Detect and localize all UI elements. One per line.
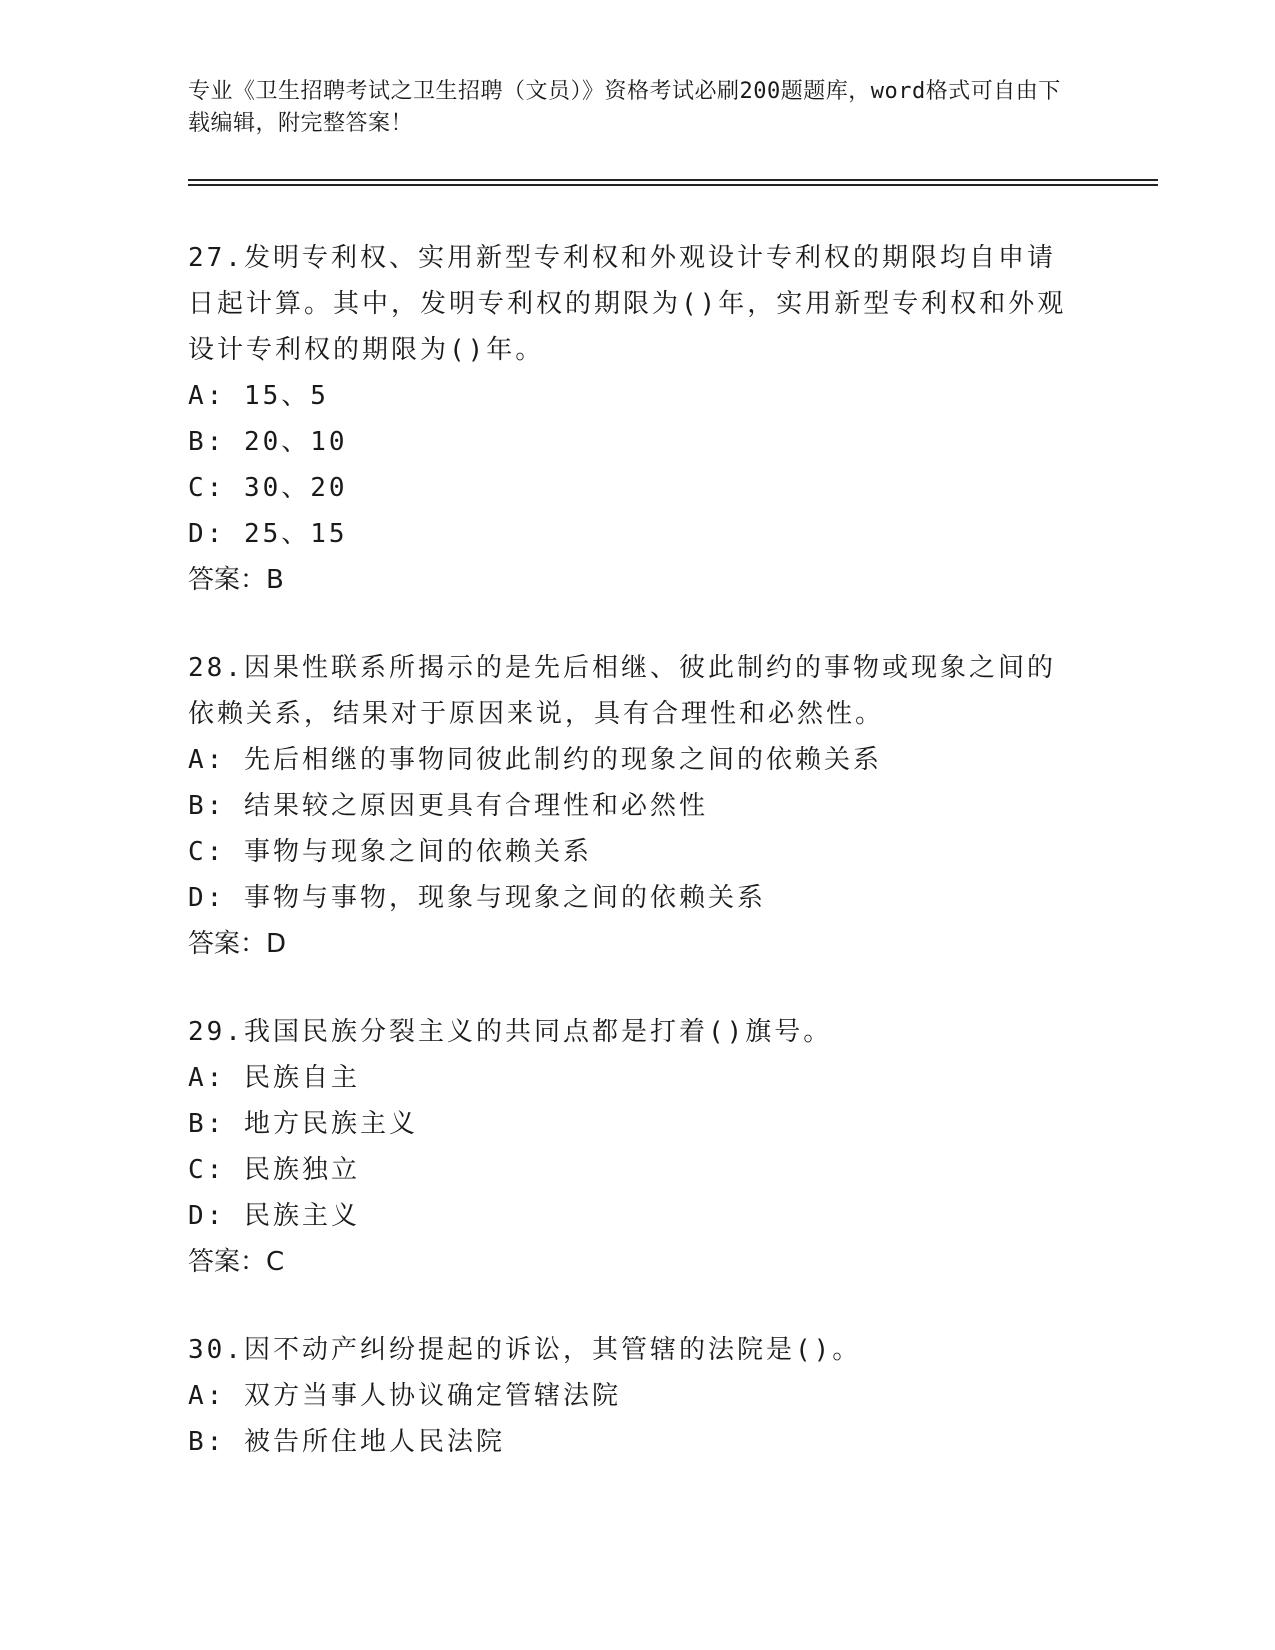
answer-line: 答案：D <box>188 929 287 959</box>
question-28 <box>188 645 1088 967</box>
question-29 <box>188 1009 1088 1285</box>
option-b <box>188 419 1088 465</box>
option-letter: C: <box>188 837 226 867</box>
question-text: 28.因果性联系所揭示的是先后相继、彼此制约的事物或现象之间的依赖关系，结果对于原因来说，具有合理性和必然性。 <box>188 653 1056 729</box>
option-a <box>188 737 1088 783</box>
option-letter: C: <box>188 473 226 503</box>
option-c <box>188 1147 1088 1193</box>
question-text: 29.我国民族分裂主义的共同点都是打着()旗号。 <box>188 1017 833 1047</box>
option-c <box>188 465 1088 511</box>
question-text: 30.因不动产纠纷提起的诉讼，其管辖的法院是()。 <box>188 1335 862 1365</box>
header-divider-bottom <box>188 184 1158 186</box>
option-text: 20、10 <box>243 427 348 457</box>
option-text: 事物与现象之间的依赖关系 <box>243 837 592 867</box>
option-text: 30、20 <box>243 473 348 503</box>
option-text: 民族独立 <box>243 1155 360 1185</box>
option-b <box>188 1101 1088 1147</box>
header-text: 专业《卫生招聘考试之卫生招聘（文员）》资格考试必刷200题题库，word格式可自由下载编辑，附完整答案！ <box>188 79 1061 136</box>
option-letter: D: <box>188 1201 226 1231</box>
option-letter: B: <box>188 427 226 457</box>
option-a <box>188 1373 1088 1419</box>
option-letter: A: <box>188 1381 226 1411</box>
question-30 <box>188 1327 1088 1465</box>
option-letter: C: <box>188 1155 226 1185</box>
option-text: 被告所住地人民法院 <box>243 1427 505 1457</box>
option-text: 15、5 <box>243 381 329 411</box>
option-text: 双方当事人协议确定管辖法院 <box>243 1381 621 1411</box>
option-text: 事物与事物，现象与现象之间的依赖关系 <box>243 883 766 913</box>
option-b <box>188 783 1088 829</box>
option-letter: A: <box>188 381 226 411</box>
option-letter: A: <box>188 745 226 775</box>
document-header <box>188 76 1068 140</box>
option-letter: B: <box>188 1109 226 1139</box>
option-d <box>188 875 1088 921</box>
option-text: 民族主义 <box>243 1201 360 1231</box>
option-letter: D: <box>188 519 226 549</box>
header-divider-top <box>188 179 1158 181</box>
option-a <box>188 1055 1088 1101</box>
option-letter: B: <box>188 791 226 821</box>
option-b <box>188 1419 1088 1465</box>
option-text: 地方民族主义 <box>243 1109 418 1139</box>
question-text: 27.发明专利权、实用新型专利权和外观设计专利权的期限均自申请日起计算。其中，发明专利权的期限为()年，实用新型专利权和外观设计专利权的期限为()年。 <box>188 243 1067 365</box>
option-c <box>188 829 1088 875</box>
option-a <box>188 373 1088 419</box>
option-text: 25、15 <box>243 519 348 549</box>
option-text: 先后相继的事物同彼此制约的现象之间的依赖关系 <box>243 745 882 775</box>
option-text: 结果较之原因更具有合理性和必然性 <box>243 791 708 821</box>
answer-line: 答案：C <box>188 1247 285 1277</box>
option-letter: D: <box>188 883 226 913</box>
option-d <box>188 511 1088 557</box>
question-27 <box>188 235 1088 603</box>
question-list <box>188 235 1088 1507</box>
option-d <box>188 1193 1088 1239</box>
option-text: 民族自主 <box>243 1063 360 1093</box>
option-letter: B: <box>188 1427 226 1457</box>
option-letter: A: <box>188 1063 226 1093</box>
answer-line: 答案：B <box>188 565 284 595</box>
